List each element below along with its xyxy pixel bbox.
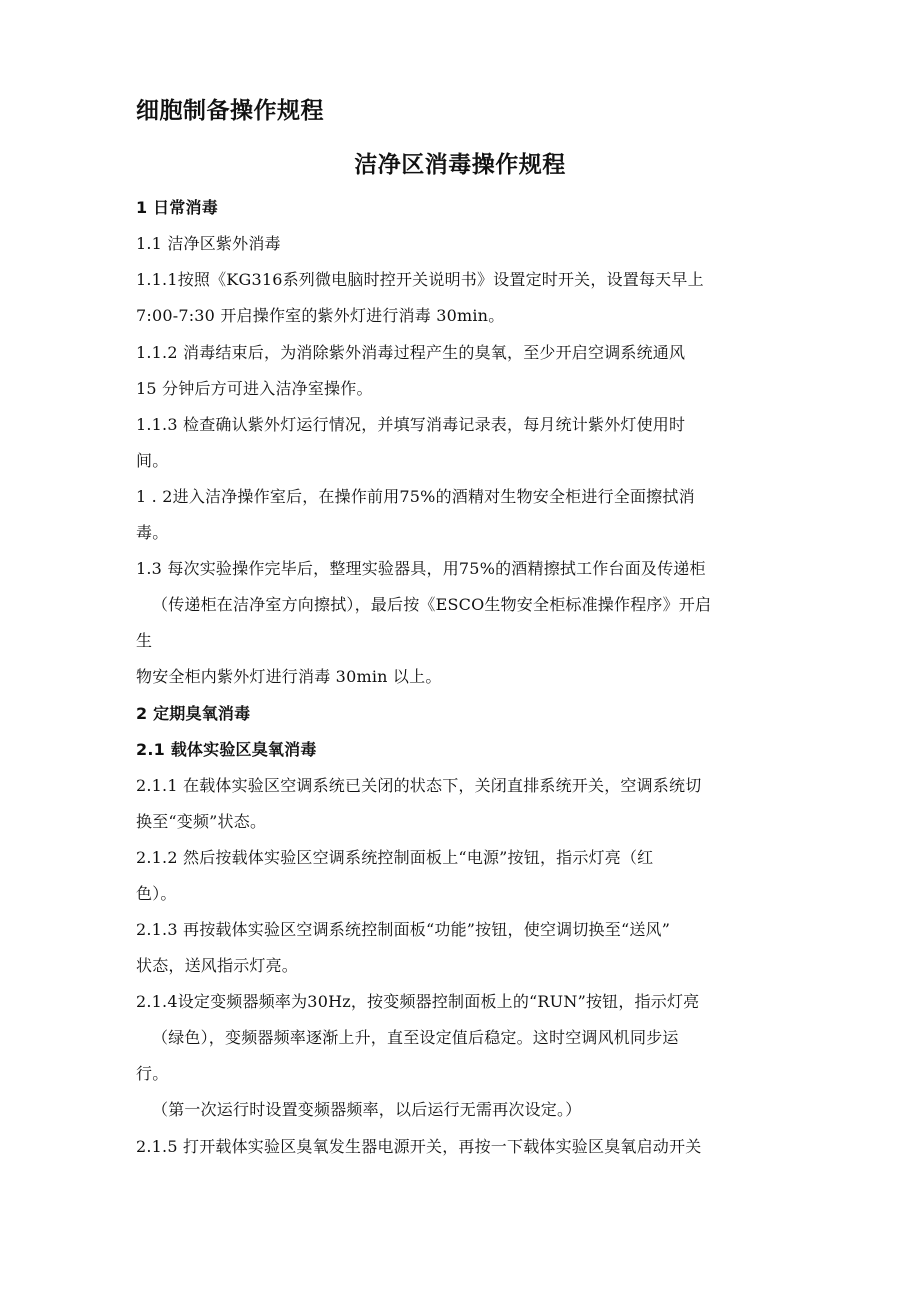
text-line: 色）。	[136, 884, 177, 903]
text-line: 物安全柜内紫外灯进行消毒 30min 以上。	[136, 667, 442, 686]
text-line: 1.1.1按照《KG316系列微电脑时控开关说明书》设置定时开关，设置每天早上	[136, 270, 704, 289]
text-line: （第一次运行时设置变频器频率，以后运行无需再次设定。）	[152, 1100, 582, 1119]
text-line: 状态，送风指示灯亮。	[136, 956, 299, 975]
text-line: 2.1.4设定变频器频率为30Hz，按变频器控制面板上的“RUN”按钮，指示灯亮	[136, 992, 700, 1011]
text-line: 15 分钟后方可进入洁净室操作。	[136, 379, 373, 398]
text-line: 1.3 每次实验操作完毕后，整理实验器具，用75%的酒精擦拭工作台面及传递柜	[136, 559, 706, 578]
heading-2: 2 定期臭氧消毒	[136, 704, 251, 723]
text-line: 1.1 洁净区紫外消毒	[136, 234, 281, 253]
text-line: 间。	[136, 451, 169, 470]
text-line: 2.1.3 再按载体实验区空调系统控制面板“功能”按钮，使空调切换至“送风”	[136, 920, 671, 939]
section-title: 洁净区消毒操作规程	[354, 152, 566, 178]
text-line: 行。	[136, 1064, 169, 1083]
heading-2-1: 2.1 载体实验区臭氧消毒	[136, 740, 317, 759]
heading-1: 1 日常消毒	[136, 198, 218, 217]
text-line: 1 . 2进入洁净操作室后，在操作前用75%的酒精对生物安全柜进行全面擦拭消	[136, 487, 695, 506]
text-line: 7:00-7:30 开启操作室的紫外灯进行消毒 30min。	[136, 306, 505, 325]
text-line: 生	[136, 631, 153, 650]
text-line: 1.1.3 检查确认紫外灯运行情况，并填写消毒记录表，每月统计紫外灯使用时	[136, 415, 686, 434]
text-line: 毒。	[136, 523, 169, 542]
document-title: 细胞制备操作规程	[136, 98, 324, 124]
text-line: 换至“变频”状态。	[136, 812, 267, 831]
text-line: （传递柜在洁净室方向擦拭），最后按《ESCO生物安全柜标准操作程序》开启	[152, 595, 712, 614]
text-line: 2.1.5 打开载体实验区臭氧发生器电源开关，再按一下载体实验区臭氧启动开关	[136, 1137, 702, 1156]
text-line: （绿色），变频器频率逐渐上升，直至设定值后稳定。这时空调风机同步运	[152, 1028, 679, 1047]
text-line: 1.1.2 消毒结束后，为消除紫外消毒过程产生的臭氧，至少开启空调系统通风	[136, 343, 686, 362]
text-line: 2.1.1 在载体实验区空调系统已关闭的状态下，关闭直排系统开关，空调系统切	[136, 776, 702, 795]
text-line: 2.1.2 然后按载体实验区空调系统控制面板上“电源”按钮，指示灯亮（红	[136, 848, 654, 867]
